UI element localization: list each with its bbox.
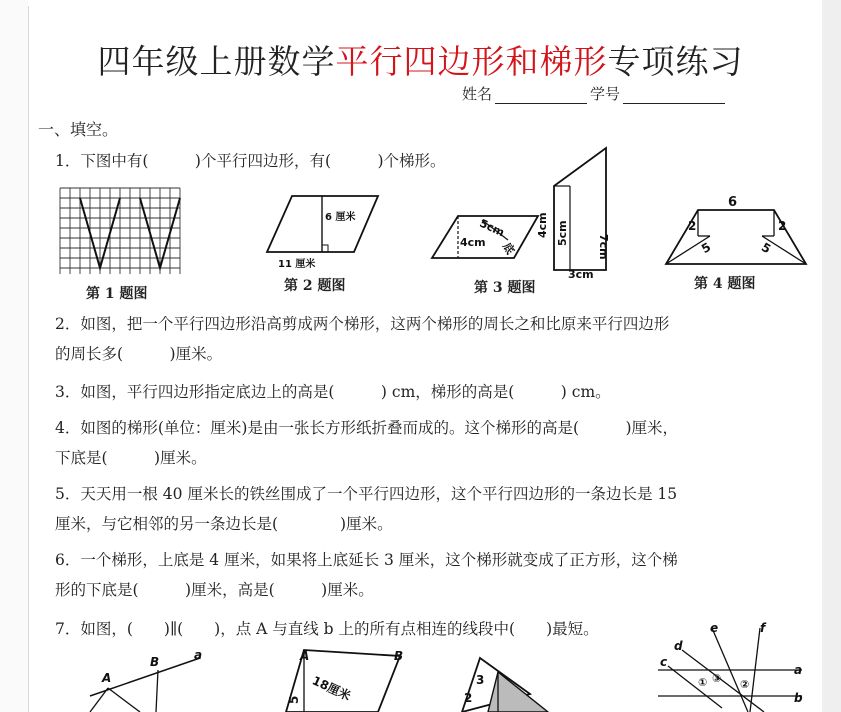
question-6-line1: 6．一个梯形，上底是 4 厘米，如果将上底延长 3 厘米，这个梯形就变成了正方形，这个梯 — [55, 551, 678, 569]
svg-text:A: A — [300, 649, 310, 663]
figure-7-lines — [80, 646, 230, 712]
question-7: 7．如图，( )∥( )，点 A 与直线 b 上的所有点相连的线段中( )最短。 — [55, 620, 599, 638]
svg-text:5: 5 — [759, 239, 774, 257]
svg-text:4cm: 4cm — [460, 236, 486, 249]
figure-3-shapes — [428, 146, 628, 280]
svg-text:5: 5 — [699, 239, 714, 257]
svg-text:B: B — [150, 655, 160, 669]
figure-2-base-label: 11 厘米 — [278, 259, 316, 270]
svg-text:②: ② — [740, 678, 750, 691]
title-topic: 平行四边形和梯形 — [335, 42, 608, 81]
svg-text:6: 6 — [728, 195, 738, 210]
svg-text:B: B — [394, 649, 404, 663]
svg-text:7cm: 7cm — [597, 234, 610, 260]
svg-text:底: 底 — [500, 240, 517, 257]
question-2-line2: 的周长多( )厘米。 — [55, 345, 223, 363]
figure-2-caption: 第 2 题图 — [284, 278, 346, 294]
figure-7-parallelogram — [282, 644, 412, 712]
figure-7-parallel-lines — [652, 620, 808, 712]
question-1: 1．下图中有( )个平行四边形，有( )个梯形。 — [55, 152, 446, 170]
question-4-line2: 下底是( )厘米。 — [55, 449, 207, 467]
name-blank[interactable] — [495, 89, 587, 104]
svg-text:5cm: 5cm — [556, 220, 569, 246]
title-part3: 专项练习 — [607, 42, 744, 81]
title-part1: 四年级上册数学 — [97, 42, 336, 81]
svg-text:e: e — [710, 621, 719, 635]
figure-4-caption: 第 4 题图 — [694, 276, 756, 292]
svg-text:b: b — [794, 691, 803, 705]
svg-text:5: 5 — [287, 695, 301, 704]
figure-2-parallelogram — [262, 190, 382, 272]
question-3: 3．如图，平行四边形指定底边上的高是( ) cm，梯形的高是( ) cm。 — [55, 383, 611, 401]
name-label: 姓名 — [462, 85, 493, 103]
student-id-blank[interactable] — [623, 89, 725, 104]
svg-text:5cm: 5cm — [477, 216, 507, 240]
svg-text:4cm: 4cm — [536, 212, 549, 238]
svg-text:2: 2 — [778, 219, 787, 233]
section-heading: 一、填空。 — [38, 120, 119, 139]
figure-3-caption: 第 3 题图 — [474, 280, 536, 296]
svg-text:3: 3 — [476, 673, 485, 687]
svg-text:a: a — [194, 648, 203, 662]
student-info-bar — [462, 83, 728, 104]
viewer-scrollbar-area[interactable] — [822, 0, 841, 712]
svg-text:c: c — [660, 655, 668, 669]
worksheet-title — [0, 36, 841, 83]
svg-text:f: f — [760, 621, 766, 635]
figure-1-caption: 第 1 题图 — [86, 286, 148, 302]
svg-text:A: A — [102, 671, 112, 685]
svg-text:18厘米: 18厘米 — [309, 673, 353, 704]
svg-text:③: ③ — [712, 672, 722, 685]
page-left-margin — [0, 0, 28, 712]
figure-4-trapezoid — [664, 192, 812, 270]
question-6-line2: 形的下底是( )厘米，高是( )厘米。 — [55, 581, 374, 599]
figure-2-height-label: 6 厘米 — [325, 212, 356, 223]
question-5-line1: 5．天天用一根 40 厘米长的铁丝围成了一个平行四边形，这个平行四边形的一条边长是 15 — [55, 485, 678, 503]
figure-7-triangles — [458, 654, 558, 712]
student-id-label: 学号 — [590, 85, 621, 103]
svg-text:3cm: 3cm — [568, 268, 594, 280]
question-2-line1: 2．如图，把一个平行四边形沿高剪成两个梯形，这两个梯形的周长之和比原来平行四边形 — [55, 315, 670, 333]
question-5-line2: 厘米，与它相邻的另一条边长是( )厘米。 — [55, 515, 393, 533]
svg-text:2: 2 — [464, 691, 473, 705]
svg-text:2: 2 — [688, 219, 697, 233]
svg-text:①: ① — [698, 676, 708, 689]
question-4-line1: 4．如图的梯形(单位：厘米)是由一张长方形纸折叠而成的。这个梯形的高是( )厘米， — [55, 419, 679, 437]
svg-text:a: a — [794, 663, 803, 677]
svg-text:d: d — [674, 639, 683, 653]
figure-1-grid — [58, 186, 190, 278]
